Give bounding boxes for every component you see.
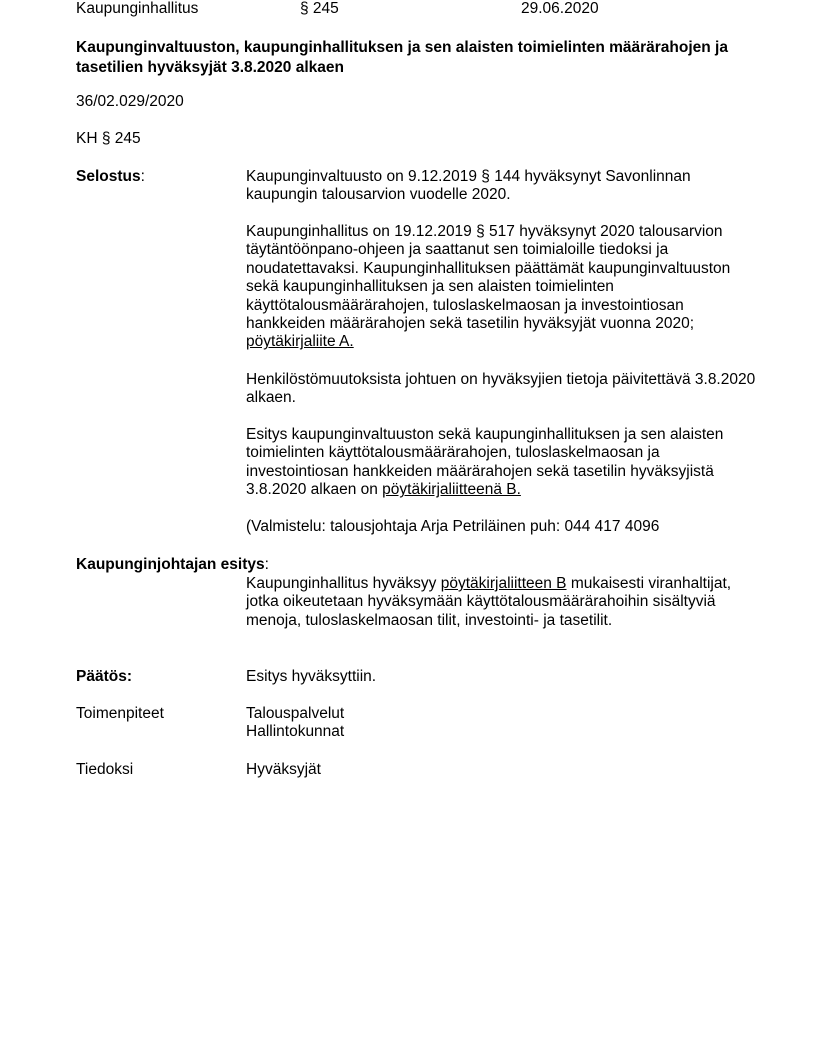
selostus-label: [76, 168, 145, 186]
esitys-colon: :: [264, 556, 269, 573]
selostus-colon: :: [140, 168, 145, 185]
esitys-label-text: Kaupunginjohtajan esitys: [76, 556, 265, 573]
attachment-b-ref-link[interactable]: pöytäkirjaliitteen B: [440, 575, 567, 592]
header-body: Kaupunginhallitus: [76, 0, 199, 17]
attachment-b-link[interactable]: pöytäkirjaliitteenä B.: [382, 481, 521, 499]
attachment-a-link[interactable]: pöytäkirjaliite A.: [246, 333, 354, 351]
kh-reference: KH § 245: [76, 130, 141, 147]
selostus-paragraph-1: Kaupunginvaltuusto on 9.12.2019 § 144 hyväksynyt Savonlinnan kaupungin talousarvion vuodelle 2020.: [246, 168, 691, 204]
selostus-paragraph-4: [246, 426, 756, 500]
selostus-label-text: Selostus: [76, 168, 141, 185]
selostus-paragraph-3: Henkilöstömuutoksista johtuen on hyväksyjien tietoja päivitettävä 3.8.2020 alkaen.: [246, 371, 756, 407]
esitys-text-after: mukaisesti viranhaltijat, jotka oikeutetaan hyväksymään käyttötalousmäärärahoihin sisältyviä menoja, tuloslaskelmaosan tilit, investointi- ja tasetilit.: [246, 575, 732, 629]
esitys-label: [76, 556, 269, 574]
selostus-paragraph-2: [246, 223, 756, 352]
header-section: § 245: [300, 0, 339, 17]
paatos-label: Päätös:: [76, 668, 132, 685]
paatos-text: Esitys hyväksyttiin.: [246, 668, 377, 685]
toimenpiteet-item-1: Talouspalvelut: [246, 705, 345, 722]
selostus-paragraph-4-text: Esitys kaupunginvaltuuston sekä kaupunginhallituksen ja sen alaisten toimielinten käyttötalousmäärärahojen, tuloslaskelmaosan ja investointiosan hankkeiden määrärahojen sekä tasetilin hyväksyjistä 3.8.2020 alkaen on: [246, 426, 724, 499]
toimenpiteet-item-2: Hallintokunnat: [246, 723, 345, 741]
toimenpiteet-list: [246, 705, 756, 742]
toimenpiteet-label: Toimenpiteet: [76, 705, 164, 722]
esitys-paragraph: [246, 575, 756, 630]
header-date: 29.06.2020: [521, 0, 599, 17]
diary-number: 36/02.029/2020: [76, 93, 184, 110]
tiedoksi-label: Tiedoksi: [76, 761, 134, 778]
preparer-note: (Valmistelu: talousjohtaja Arja Petriläinen puh: 044 417 4096: [246, 518, 660, 535]
esitys-text-before: Kaupunginhallitus hyväksyy: [246, 575, 441, 592]
document-title: Kaupunginvaltuuston, kaupunginhallituksen ja sen alaisten toimielinten määrärahojen ja tasetilien hyväksyjät 3.8.2020 alkaen: [76, 39, 728, 76]
selostus-paragraph-2-text: Kaupunginhallitus on 19.12.2019 § 517 hyväksynyt 2020 talousarvion täytäntöönpano-ohjeen ja saattanut sen toimialoille tiedoksi ja noudatettavaksi. Kaupunginhallituksen päättämät kaupunginvaltuuston sekä kaupunginhallituksen ja sen alaisten toimielinten käyttötalousmäärärahojen, tuloslaskelmaosan ja investointiosan hankkeiden määrärahojen sekä tasetilin hyväksyjät vuonna 2020;: [246, 223, 731, 333]
tiedoksi-text: Hyväksyjät: [246, 761, 321, 778]
